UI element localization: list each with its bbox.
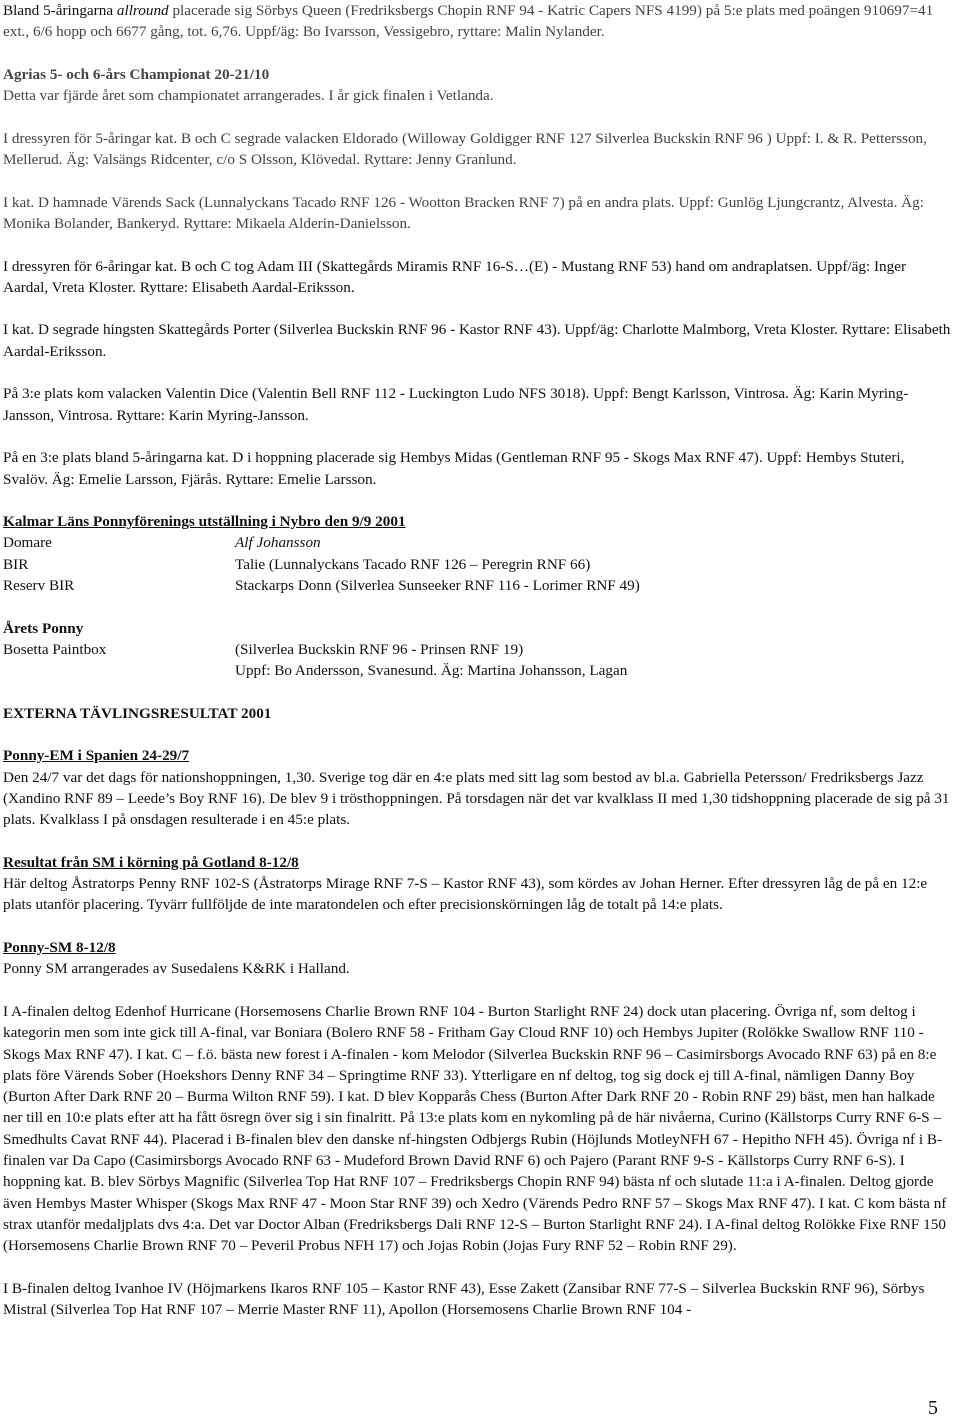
spacer (3, 682, 953, 703)
agrias-paragraph-3: I dressyren för 6-åringar kat. B och C tog Adam III (Skattegårds Miramis RNF 16-S…(E) - Mustang RNF 53) hand om andraplatsen. Uppf/äg: Inger Aardal, Vreta Kloster. Ryttare: Elisabeth Aardal-Eriksson. (3, 257, 907, 296)
bir-value: Talie (Lunnalyckans Tacado RNF 126 – Peregrin RNF 66) (235, 555, 591, 573)
agrias-intro: Detta var fjärde året som championatet arrangerades. I år gick finalen i Vetlanda. (3, 87, 494, 105)
spacer (3, 1257, 953, 1278)
spacer (3, 170, 953, 191)
arets-ponny-row (3, 639, 953, 660)
spacer (3, 298, 953, 319)
spacer (3, 362, 953, 383)
page-number: 5 (928, 1397, 938, 1419)
spacer (3, 596, 953, 617)
externa-heading: EXTERNA TÄVLINGSRESULTAT 2001 (3, 704, 272, 722)
ponny-sm-paragraph-2: I B-finalen deltog Ivanhoe IV (Höjmarkens Ikaros RNF 105 – Kastor RNF 43), Esse Zakett (Zansibar RNF 77-S – Silverlea Buckskin RNF 96), Sörbys Mistral (Silverlea Top Hat RNF 107 – Merrie Master RNF 11), Apollon (Horsemosens Charlie Brown RNF 104 - (3, 1279, 925, 1319)
em-paragraph: Den 24/7 var det dags för nationshoppningen, 1,30. Sverige tog där en 4:e plats med sitt lag som bestod av bl.a. Gabriella Petersson/ Fredriksbergs Jazz (Xandino RNF 89 – Leede’s Boy RNF 16). De blev 9 i trösthoppningen. På torsdagen när det var kvalklass II med 1,30 tidshoppning placerade de sig på 31 plats. Kvalklass I på onsdagen resulterade i en 45:e plats. (3, 768, 950, 829)
agrias-paragraph-1: I dressyren för 5-åringar kat. B och C segrade valacken Eldorado (Willoway Goldigger RNF 127 Silverlea Buckskin RNF 96 ) Uppf: I. & R. Pettersson, Mellerud. Äg: Valsängs Ridcenter, c/o S Olsson, Klövedal. Ryttare: Jenny Granlund. (3, 129, 927, 169)
spacer (3, 490, 953, 511)
intro-text-b: placerade sig Sörbys Queen (Fredriksbergs Chopin RNF 94 - Katric Capers NFS 4199) på 5:e plats med poängen 910697=41 ext., 6/6 hopp och 6677 gång, tot. 6,76. Uppf/äg: Bo Ivarsson, Vessigebro, ryttare: Malin Nylander. (3, 2, 934, 41)
intro-text-a: Bland 5-åringarna (3, 2, 117, 19)
agrias-heading: Agrias 5- och 6-års Championat 20-21/10 (3, 65, 270, 83)
spacer (3, 916, 953, 937)
reserv-bir-value: Stackarps Donn (Silverlea Sunseeker RNF 116 - Lorimer RNF 49) (235, 577, 640, 595)
agrias-paragraph-2: I kat. D hamnade Värends Sack (Lunnalyckans Tacado RNF 126 - Wootton Bracken RNF 7) på en andra plats. Uppf: Gunlög Ljungcrantz, Alvesta. Äg: Monika Bolander, Bankeryd. Ryttare: Mikaela Alderin-Danielsson. (3, 193, 924, 232)
domare-row (3, 532, 953, 553)
spacer (3, 234, 953, 255)
reserv-bir-row (3, 575, 953, 596)
intro-text-italic: allround (116, 2, 169, 19)
spacer (3, 724, 953, 745)
em-heading: Ponny-EM i Spanien 24-29/7 (3, 747, 190, 765)
ponny-sm-intro: Ponny SM arrangerades av Susedalens K&RK i Halland. (3, 960, 350, 978)
bir-row (3, 554, 953, 575)
sm-korning-heading: Resultat från SM i körning på Gotland 8-12/8 (3, 853, 299, 871)
document-page (3, 0, 953, 1320)
spacer (3, 106, 953, 127)
domare-value: Alf Johansson (235, 534, 321, 552)
reserv-bir-label: Reserv BIR (3, 577, 75, 595)
agrias-paragraph-4: I kat. D segrade hingsten Skattegårds Porter (Silverlea Buckskin RNF 96 - Kastor RNF 43). Uppf/äg: Charlotte Malmborg, Vreta Kloster. Ryttare: Elisabeth Aardal-Eriksson. (3, 321, 951, 360)
arets-ponny-owner: Uppf: Bo Andersson, Svanesund. Äg: Martina Johansson, Lagan (235, 662, 628, 680)
agrias-paragraph-6: På en 3:e plats bland 5-åringarna kat. D i hoppning placerade sig Hembys Midas (Gentleman RNF 95 - Skogs Max RNF 47). Uppf: Hembys Stuteri, Svalöv. Äg: Emelie Larsson, Fjärås. Ryttare: Emelie Larsson. (3, 449, 905, 488)
arets-ponny-label: Bosetta Paintbox (3, 640, 107, 658)
ponny-sm-heading: Ponny-SM 8-12/8 (3, 939, 116, 957)
arets-ponny-value: (Silverlea Buckskin RNF 96 - Prinsen RNF 19) (235, 640, 524, 658)
spacer (3, 43, 953, 64)
intro-paragraph (3, 0, 953, 43)
spacer (3, 831, 953, 852)
bir-label: BIR (3, 555, 29, 573)
ponny-sm-paragraph-1: I A-finalen deltog Edenhof Hurricane (Horsemosens Charlie Brown RNF 104 - Burton Starlight RNF 24) dock utan placering. Övriga nf, som deltog i kategorin men som inte gick till A-final, var Boniara (Bolero RNF 58 - Fritham Gay Cloud RNF 10) och Hembys Jupiter (Rolökke Swallow RNF 110 - Skogs Max RNF 47). I kat. C – f.ö. bästa new forest i A-finalen - kom Melodor (Silverlea Buckskin RNF 96 – Casimirsborgs Avocado RNF 63) på en 8:e plats före Värends Sober (Hoekshors Denny RNF 34 – Springtime RNF 33). Ytterligare en nf deltog, tog sig dock ej till A-final, nämligen Danny Boy (Burton After Dark RNF 20 – Burma Wilton RNF 59). I kat. D blev Kopparås Chess (Burton After Dark RNF 20 - Robin RNF 29) bäst, men han halkade ner till en 10:e plats efter att ha fått ösregn över sig i sin finalritt. På 13:e plats kom en nykomling på de här nivåerna, Curino (Källstorps Curry RNF 6-S – Smedhults Cavat RNF 44). Placerad i B-finalen blev den danske nf-hingsten Odbjergs Rubin (Höjlunds MotleyNFH 67 - Hepitho NFH 45). Övriga nf i B-finalen var Da Capo (Casimirsborgs Avocado RNF 63 - Mudeford Brown David RNF 6) och Pajero (Parant RNF 9-S - Källstorps Curry RNF 6-S). I hoppning kat. B. blev Sörbys Magnific (Silverlea Top Hat RNF 107 – Fredriksbergs Chopin RNF 94) bästa nf och slutade 11:a i A-finalen. Deltog gjorde även Hembys Master Whisper (Skogs Max RNF 47 - Moon Star RNF 39) och Xedro (Värends Pedro RNF 57 – Skogs Max RNF 47). I kat. C kom bästa nf strax utanför medaljplats dvs 4:a. Det var Doctor Alban (Fredriksbergs Dali RNF 12-S – Burton Starlight RNF 24). I A-final deltog Rolökke Fixe RNF 150 (Horsemosens Charlie Brown RNF 70 – Peveril Probus NFH 17) och Jojas Robin (Jojas Fury RNF 52 – Robin RNF 29). (3, 1002, 947, 1255)
domare-label: Domare (3, 534, 52, 552)
agrias-paragraph-5: På 3:e plats kom valacken Valentin Dice (Valentin Bell RNF 112 - Luckington Ludo NFS 3018). Uppf: Bengt Karlsson, Vintrosa. Äg: Karin Myring-Jansson, Vintrosa. Ryttare: Karin Myring-Jansson. (3, 385, 909, 424)
spacer (3, 426, 953, 447)
arets-ponny-heading: Årets Ponny (3, 619, 84, 637)
sm-korning-paragraph: Här deltog Åstratorps Penny RNF 102-S (Åstratorps Mirage RNF 7-S – Kastor RNF 43), som kördes av Johan Herner. Efter dressyren låg de på en 12:e plats utanför placering. Tyvärr fullföljde de inte maratondelen och efter precisionskörningen låg de totalt på 14:e plats. (3, 875, 928, 914)
kalmar-heading: Kalmar Läns Ponnyförenings utställning i Nybro den 9/9 2001 (3, 513, 406, 531)
spacer (3, 980, 953, 1001)
